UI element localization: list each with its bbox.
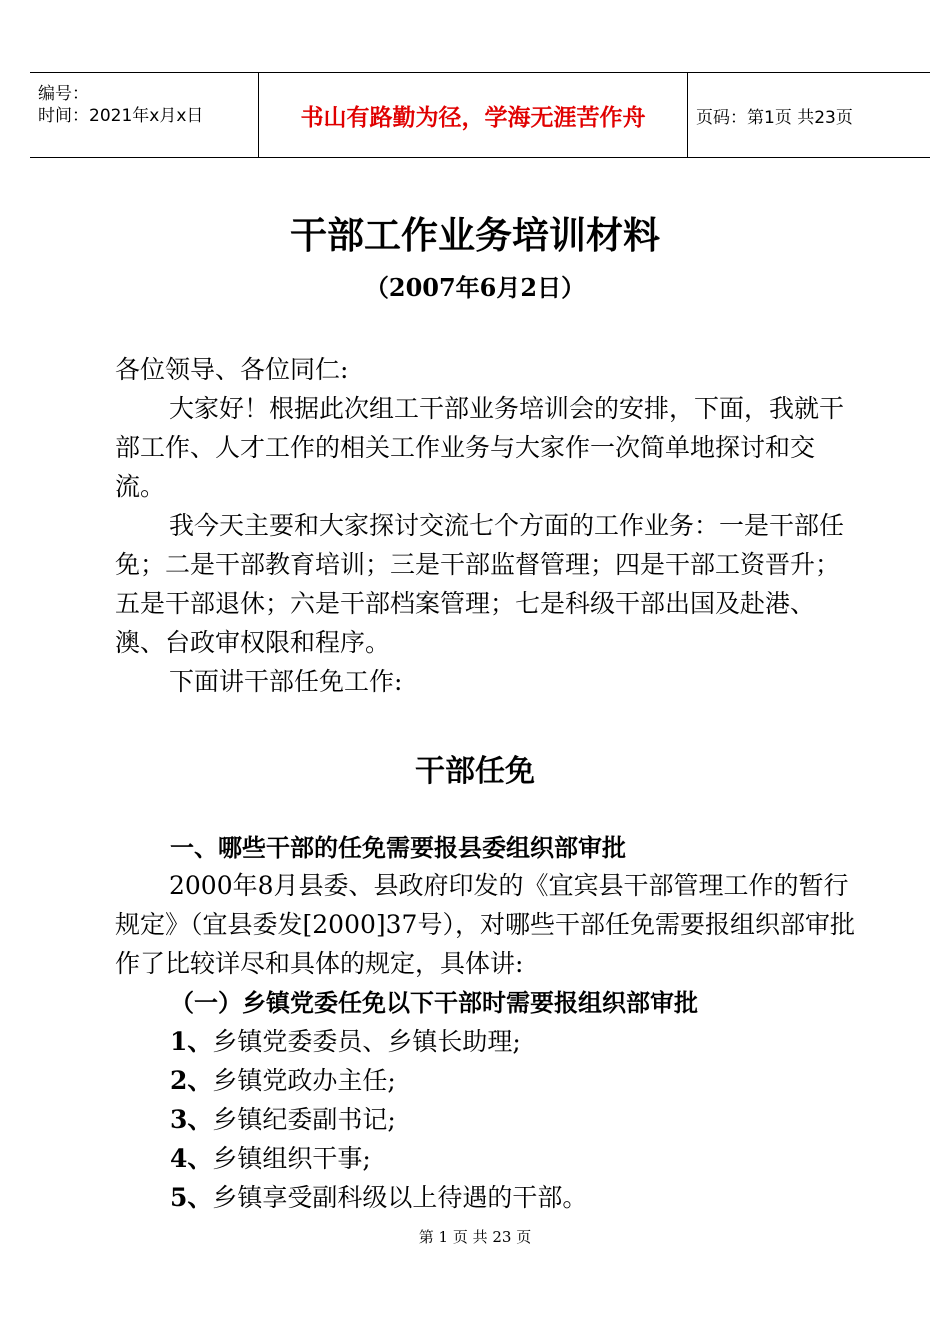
section-title: 干部任免 bbox=[415, 754, 535, 789]
document-title: 干部工作业务培训材料 bbox=[290, 214, 660, 257]
paragraph-3: 下面讲干部任免工作: bbox=[169, 667, 403, 696]
list-item-number: 3、 bbox=[170, 1105, 213, 1134]
list-item-text: 乡镇党政办主任; bbox=[212, 1066, 396, 1095]
page-header bbox=[30, 72, 930, 158]
list-item-number: 4、 bbox=[170, 1144, 213, 1173]
code-label: 编号： bbox=[38, 84, 89, 104]
list-item bbox=[170, 1022, 587, 1061]
list-item bbox=[170, 1139, 587, 1178]
list-item bbox=[170, 1100, 587, 1139]
list-item-text: 乡镇党委委员、乡镇长助理; bbox=[212, 1027, 521, 1056]
paragraph-2: 我今天主要和大家探讨交流七个方面的工作业务：一是干部任免；二是干部教育培训；三是干部监督管理；四是干部工资晋升；五是干部退休；六是干部档案管理；七是科级干部出国及赴港、澳、台政审权限和程序。 bbox=[115, 511, 845, 657]
list-item-text: 乡镇享受副科级以上待遇的干部。 bbox=[212, 1183, 588, 1212]
list-item-number: 1、 bbox=[170, 1027, 213, 1056]
header-motto: 书山有路勤为径，学海无涯苦作舟 bbox=[258, 73, 688, 157]
header-meta bbox=[30, 73, 258, 157]
heading-level-2: （一）乡镇党委任免以下干部时需要报组织部审批 bbox=[170, 989, 698, 1017]
document-date: （2007年6月2日） bbox=[364, 273, 586, 302]
list-item bbox=[170, 1178, 587, 1217]
salutation: 各位领导、各位同仁: bbox=[115, 355, 349, 384]
list-item-number: 2、 bbox=[170, 1066, 213, 1095]
time-label: 时间：2021年x月x日 bbox=[38, 106, 204, 126]
header-page-info: 页码：第1页 共23页 bbox=[696, 107, 853, 128]
page-footer: 第 1 页 共 23 页 bbox=[418, 1228, 532, 1246]
list-item-number: 5、 bbox=[170, 1183, 213, 1212]
list-item-text: 乡镇纪委副书记; bbox=[212, 1105, 396, 1134]
paragraph-1: 大家好！根据此次组工干部业务培训会的安排，下面，我就干部工作、人才工作的相关工作业务与大家作一次简单地探讨和交流。 bbox=[115, 394, 845, 501]
item-list bbox=[170, 1022, 587, 1217]
list-item-text: 乡镇组织干事; bbox=[212, 1144, 371, 1173]
list-item bbox=[170, 1061, 587, 1100]
paragraph-4: 2000年8月县委、县政府印发的《宜宾县干部管理工作的暂行规定》（宜县委发[2000]37号），对哪些干部任免需要报组织部审批作了比较详尽和具体的规定，具体讲: bbox=[115, 871, 855, 978]
heading-level-1: 一、哪些干部的任免需要报县委组织部审批 bbox=[170, 834, 626, 862]
